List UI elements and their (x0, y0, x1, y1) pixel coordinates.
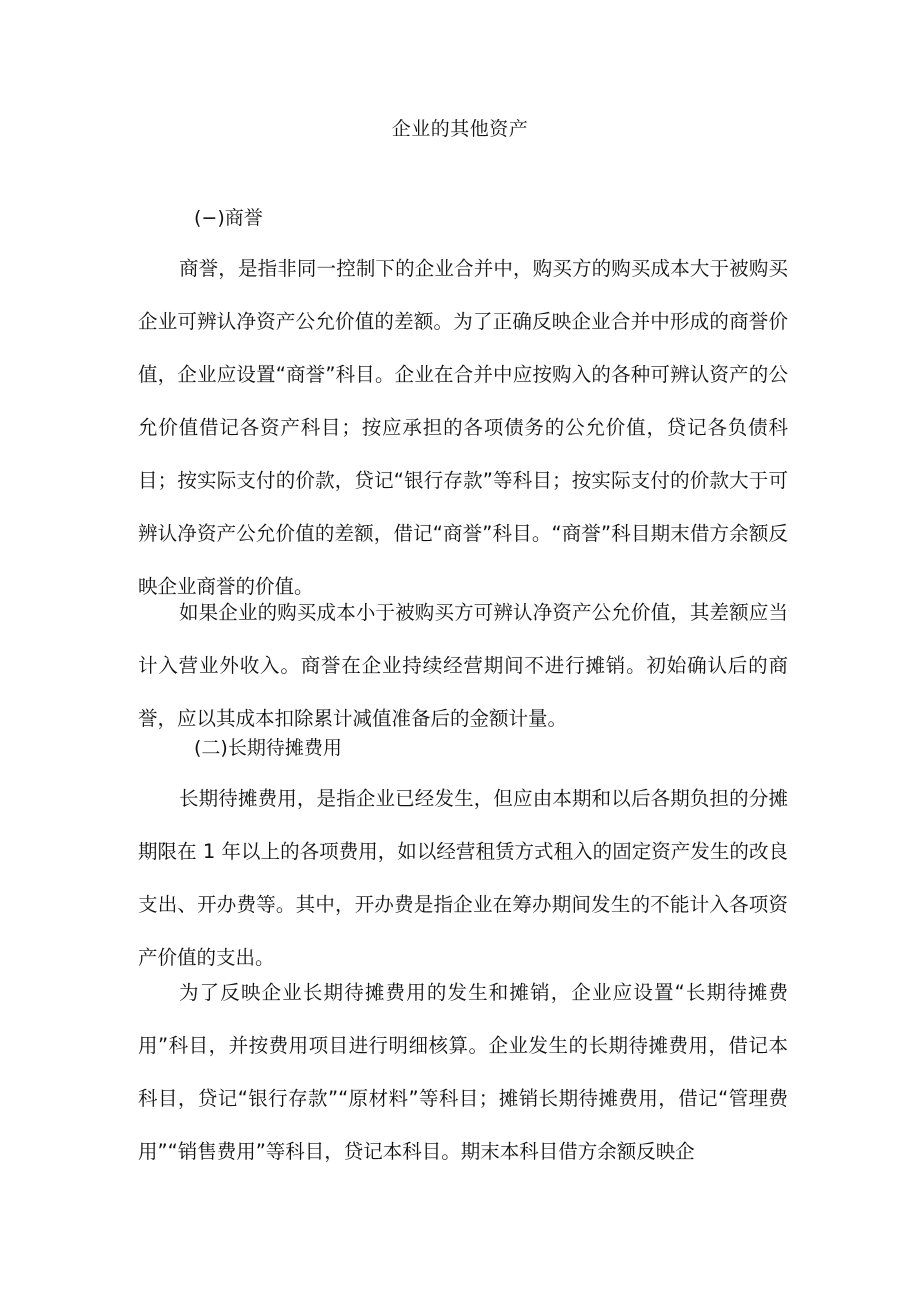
paragraph-goodwill-definition: 商誉，是指非同一控制下的企业合并中，购买方的购买成本大于被购买企业可辨认净资产公允价值的差额。为了正确反映企业合并中形成的商誉价值，企业应设置“商誉”科目。企业在合并中应按购入的各种可辨认资产的公允价值借记各资产科目；按应承担的各项债务的公允价值，贷记各负债科目；按实际支付的价款，贷记“银行存款”等科目；按实际支付的价款大于可辨认净资产公允价值的差额，借记“商誉”科目。“商誉”科目期末借方余额反映企业商誉的价值。 (138, 257, 788, 598)
paragraph-deferred-expenses-accounting: 为了反映企业长期待摊费用的发生和摊销，企业应设置“长期待摊费用”科目，并按费用项目进行明细核算。企业发生的长期待摊费用，借记本科目，贷记“银行存款”“原材料”等科目；摊销长期待摊费用，借记“管理费用”“销售费用”等科目，贷记本科目。期末本科目借方余额反映企 (138, 981, 788, 1163)
paragraph-deferred-expenses-definition: 长期待摊费用，是指企业已经发生，但应由本期和以后各期负担的分摊期限在 1 年以上的各项费用，如以经营租赁方式租入的固定资产发生的改良支出、开办费等。其中，开办费是指企业在筹办期间发生的不能计入各项资产价值的支出。 (138, 787, 788, 969)
section-heading-goodwill: (−)商誉 (194, 207, 263, 229)
paragraph-goodwill-measurement: 如果企业的购买成本小于被购买方可辨认净资产公允价值，其差额应当计入营业外收入。商誉在企业持续经营期间不进行摊销。初始确认后的商誉，应以其成本扣除累计减值准备后的金额计量。 (138, 601, 788, 730)
section-heading-deferred-expenses: (二)长期待摊费用 (194, 737, 342, 759)
page-title: 企业的其他资产 (391, 118, 529, 140)
